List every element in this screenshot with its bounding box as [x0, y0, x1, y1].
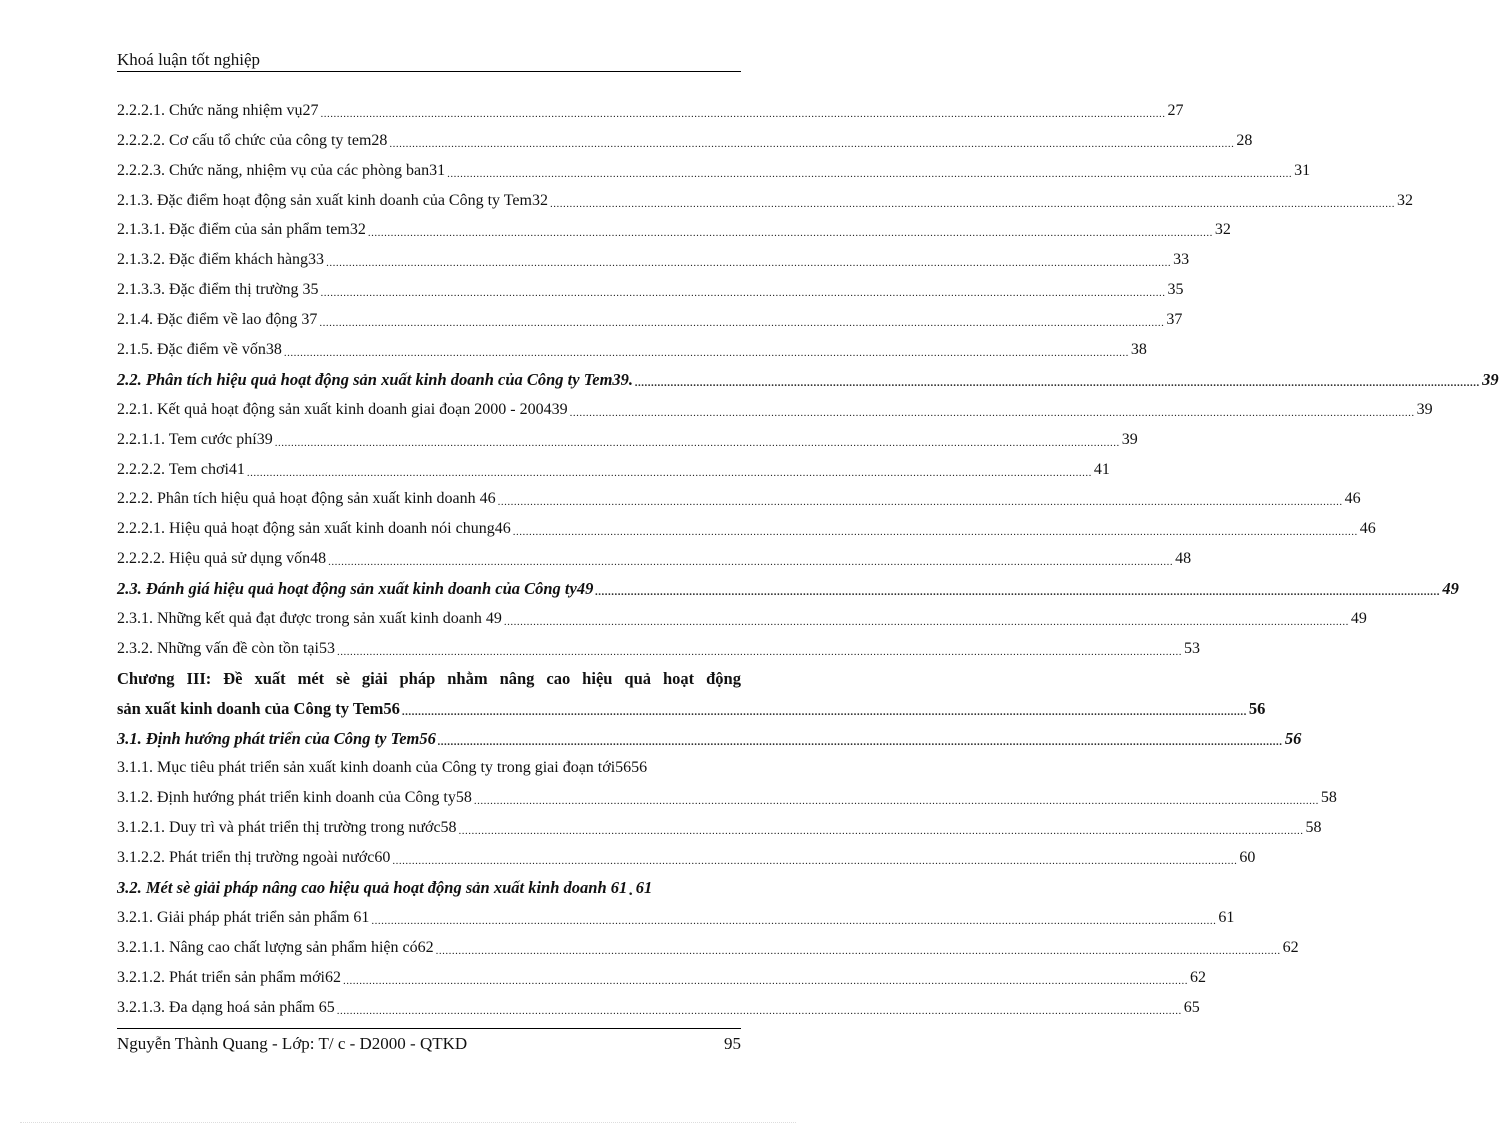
toc-entry-title: 2.2.2.3. Chức năng, nhiệm vụ của các phòng ban31 [117, 161, 446, 179]
toc-entry-title: 2.2.2.2. Hiệu quả sử dụng vốn48 [117, 550, 327, 568]
page-header [117, 50, 741, 70]
toc-entry-page: 37 [1166, 311, 1183, 329]
toc-entry[interactable] [117, 452, 1110, 482]
toc-entry-page: 39 [1482, 369, 1499, 389]
toc-entry-page: 49 [1350, 610, 1367, 628]
toc-entry[interactable] [117, 990, 1200, 1020]
dot-leader: .................................................................................................................................................................................................................................................................... [435, 944, 1281, 957]
dot-leader: .................................................................................................................................................................................................................................................................... [458, 825, 1304, 838]
toc-entry[interactable] [117, 691, 1266, 721]
table-of-contents [117, 93, 1499, 1020]
dot-leader: .................................................................................................................................................................................................................................................................... [343, 974, 1188, 987]
dot-leader: .................................................................................................................................................................................................................................................................... [320, 107, 1166, 120]
toc-entry[interactable] [117, 661, 741, 691]
toc-entry[interactable] [117, 900, 1235, 930]
dot-leader: .................................................................................................................................................................................................................................................................... [336, 645, 1182, 658]
toc-entry-page: 27 [1167, 101, 1184, 119]
toc-entry-title: 2.2.2.1. Hiệu quả hoạt động sản xuất kinh doanh nói chung46 [117, 520, 511, 538]
toc-entry[interactable] [117, 392, 1433, 422]
toc-entry-page: 35 [1167, 281, 1184, 299]
toc-entry-page: 61 [1218, 908, 1235, 926]
toc-entry[interactable] [117, 213, 1231, 243]
toc-entry-title: 2.1.5. Đặc điểm về vốn38 [117, 341, 282, 359]
toc-entry-title: 2.3. Đánh giá hiệu quả hoạt động sản xuất kinh doanh của Công ty49 [117, 579, 594, 599]
toc-entry-title: 3.2.1. Giải pháp phát triển sản phẩm 61 [117, 908, 370, 926]
toc-entry-title: 3.1.2.1. Duy trì và phát triển thị trường trong nước58 [117, 819, 457, 837]
dot-leader: .................................................................................................................................................................................................................................................................... [367, 227, 1213, 240]
toc-entry-page: 56 [631, 759, 648, 777]
toc-entry[interactable] [117, 870, 741, 900]
toc-entry-title: 2.2.1.1. Tem cước phí39 [117, 430, 273, 448]
toc-entry-page: 49 [1442, 579, 1459, 599]
toc-entry-title: 2.2.2.2. Tem chơi41 [117, 460, 245, 478]
toc-entry-title: 2.2.2.1. Chức năng nhiệm vụ27 [117, 101, 319, 119]
dot-leader: .................................................................................................................................................................................................................................................................... [320, 287, 1166, 300]
header-title: Khoá luận tốt nghiệp [117, 50, 261, 69]
toc-entry[interactable] [117, 302, 1183, 332]
toc-entry-title: 3.2.1.2. Phát triển sản phẩm mới62 [117, 968, 341, 986]
toc-entry-title: 2.2.1. Kết quả hoạt động sản xuất kinh doanh giai đoạn 2000 - 200439 [117, 400, 568, 418]
toc-entry[interactable] [117, 960, 1206, 990]
footer-author: Nguyễn Thành Quang - Lớp: T/ c - D2000 - QTKD [117, 1034, 468, 1053]
toc-entry-page: 39 [1416, 400, 1433, 418]
toc-entry[interactable] [117, 332, 1147, 362]
toc-entry-page: 39 [1121, 430, 1138, 448]
toc-entry-page: 58 [1305, 819, 1322, 837]
toc-entry-title: 3.1.2.2. Phát triển thị trường ngoài nước60 [117, 849, 391, 867]
toc-entry-title: 3.2.1.1. Nâng cao chất lượng sản phẩm hiện có62 [117, 938, 434, 956]
toc-entry-title: sản xuất kinh doanh của Công ty Tem56 [117, 698, 400, 718]
toc-entry[interactable] [117, 571, 1459, 601]
toc-entry[interactable] [117, 482, 1361, 512]
dot-leader: .................................................................................................................................................................................................................................................................... [447, 167, 1293, 180]
toc-entry[interactable] [117, 810, 1322, 840]
toc-entry[interactable] [117, 183, 1413, 213]
toc-entry-title: 2.2.2. Phân tích hiệu quả hoạt động sản xuất kinh doanh 46 [117, 490, 496, 508]
toc-entry-title: 3.1. Định hướng phát triển của Công ty Tem56 [117, 728, 436, 748]
toc-entry-title: 2.2. Phân tích hiệu quả hoạt động sản xuất kinh doanh của Công ty Tem39. [117, 369, 634, 389]
toc-entry-title: 3.2.1.3. Đa dạng hoá sản phẩm 65 [117, 998, 335, 1016]
toc-entry-page: 38 [1130, 341, 1147, 359]
dot-leader: .................................................................................................................................................................................................................................................................... [503, 616, 1349, 629]
toc-entry-page: 32 [1396, 191, 1413, 209]
dot-leader: .................................................................................................................................................................................................................................................................... [336, 1004, 1182, 1017]
dot-leader: .................................................................................................................................................................................................................................................................... [549, 197, 1395, 210]
dot-leader: .................................................................................................................................................................................................................................................................... [497, 496, 1343, 509]
toc-entry[interactable] [117, 780, 1337, 810]
dot-leader: .................................................................................................................................................................................................................................................................... [246, 466, 1092, 479]
toc-entry[interactable] [117, 541, 1192, 571]
toc-entry-title: 2.1.3.3. Đặc điểm thị trường 35 [117, 281, 319, 299]
toc-entry-title: 2.1.3.2. Đặc điểm khách hàng33 [117, 251, 325, 269]
footer-page-number: 95 [724, 1034, 741, 1053]
toc-entry[interactable] [117, 153, 1311, 183]
toc-entry[interactable] [117, 362, 1499, 392]
toc-entry[interactable] [117, 123, 1253, 153]
dot-leader: .................................................................................................................................................................................................................................................................... [473, 795, 1319, 808]
toc-entry[interactable] [117, 751, 741, 781]
toc-entry-page: 31 [1294, 161, 1311, 179]
dot-leader: .................................................................................................................................................................................................................................................................... [512, 526, 1358, 539]
dot-leader: .................................................................................................................................................................................................................................................................... [595, 586, 1441, 599]
dot-leader: .................................................................................................................................................................................................................................................................... [389, 137, 1235, 150]
toc-entry-page: 32 [1214, 221, 1231, 239]
toc-entry[interactable] [117, 242, 1190, 272]
toc-entry-page: 65 [1183, 998, 1200, 1016]
toc-entry-page: 62 [1282, 938, 1299, 956]
toc-entry-title: 2.3.1. Những kết quả đạt được trong sản xuất kinh doanh 49 [117, 610, 502, 628]
toc-entry-page: 62 [1190, 968, 1206, 986]
toc-entry-title: 3.1.1. Mục tiêu phát triển sản xuất kinh doanh của Công ty trong giai đoạn tới56 [117, 759, 632, 777]
toc-entry[interactable] [117, 930, 1299, 960]
toc-entry[interactable] [117, 631, 1200, 661]
toc-entry-page: 56 [1248, 698, 1266, 718]
dot-leader: .................................................................................................................................................................................................................................................................... [392, 855, 1238, 868]
toc-entry-title: 2.2.2.2. Cơ cấu tổ chức của công ty tem28 [117, 131, 388, 149]
toc-entry-title: 3.2. Mét sè giải pháp nâng cao hiệu quả hoạt động sản xuất kinh doanh 61 [117, 878, 628, 898]
toc-entry[interactable] [117, 422, 1138, 452]
toc-entry[interactable] [117, 272, 1184, 302]
toc-entry-title: 2.1.3. Đặc điểm hoạt động sản xuất kinh doanh của Công ty Tem32 [117, 191, 548, 209]
toc-entry-title: 2.3.2. Những vấn đề còn tồn tại53 [117, 639, 335, 657]
dot-leader: .................................................................................................................................................................................................................................................................... [274, 436, 1120, 449]
header-rule [117, 71, 741, 72]
toc-entry-title: 2.1.4. Đặc điểm về lao động 37 [117, 311, 318, 329]
dot-leader: .................................................................................................................................................................................................................................................................... [635, 376, 1481, 389]
toc-entry-page: 56 [1284, 728, 1302, 748]
toc-entry[interactable] [117, 93, 1184, 123]
dot-leader: .................................................................................................................................................................................................................................................................... [371, 914, 1217, 927]
toc-entry[interactable] [117, 511, 1376, 541]
dot-leader: .................................................................................................................................................................................................................................................................... [328, 556, 1174, 569]
toc-entry-page: 28 [1236, 131, 1253, 149]
dot-leader: .................................................................................................................................................................................................................................................................... [283, 347, 1129, 360]
toc-entry-page: 46 [1344, 490, 1361, 508]
toc-entry-page: 33 [1173, 251, 1190, 269]
dot-leader: .................................................................................................................................................................................................................................................................... [319, 317, 1165, 330]
toc-entry-page: 41 [1093, 460, 1110, 478]
footer-rule [117, 1028, 741, 1029]
toc-entry[interactable] [117, 721, 1302, 751]
dot-leader: .................................................................................................................................................................................................................................................................... [437, 735, 1283, 748]
toc-entry-page: 58 [1320, 789, 1337, 807]
toc-entry-page: 48 [1175, 550, 1192, 568]
dot-leader: .................................................................................................................................................................................................................................................................... [326, 257, 1172, 270]
dot-leader: . [629, 882, 634, 900]
toc-entry-page: 60 [1239, 849, 1256, 867]
toc-entry-title: Chương III: Đề xuất mét sè giải pháp nhằm nâng cao hiệu quả hoạt động [117, 668, 741, 688]
toc-entry[interactable] [117, 601, 1367, 631]
toc-entry-page: 46 [1359, 520, 1376, 538]
toc-entry-title: 2.1.3.1. Đặc điểm của sản phẩm tem32 [117, 221, 366, 239]
toc-entry-page: 53 [1183, 639, 1200, 657]
dot-leader: .................................................................................................................................................................................................................................................................... [401, 705, 1247, 718]
dot-leader: .................................................................................................................................................................................................................................................................... [569, 406, 1415, 419]
toc-entry-page: 61 [635, 878, 653, 898]
toc-entry-title: 3.1.2. Định hướng phát triển kinh doanh của Công ty58 [117, 789, 472, 807]
toc-entry[interactable] [117, 840, 1256, 870]
page-footer [117, 1034, 741, 1054]
